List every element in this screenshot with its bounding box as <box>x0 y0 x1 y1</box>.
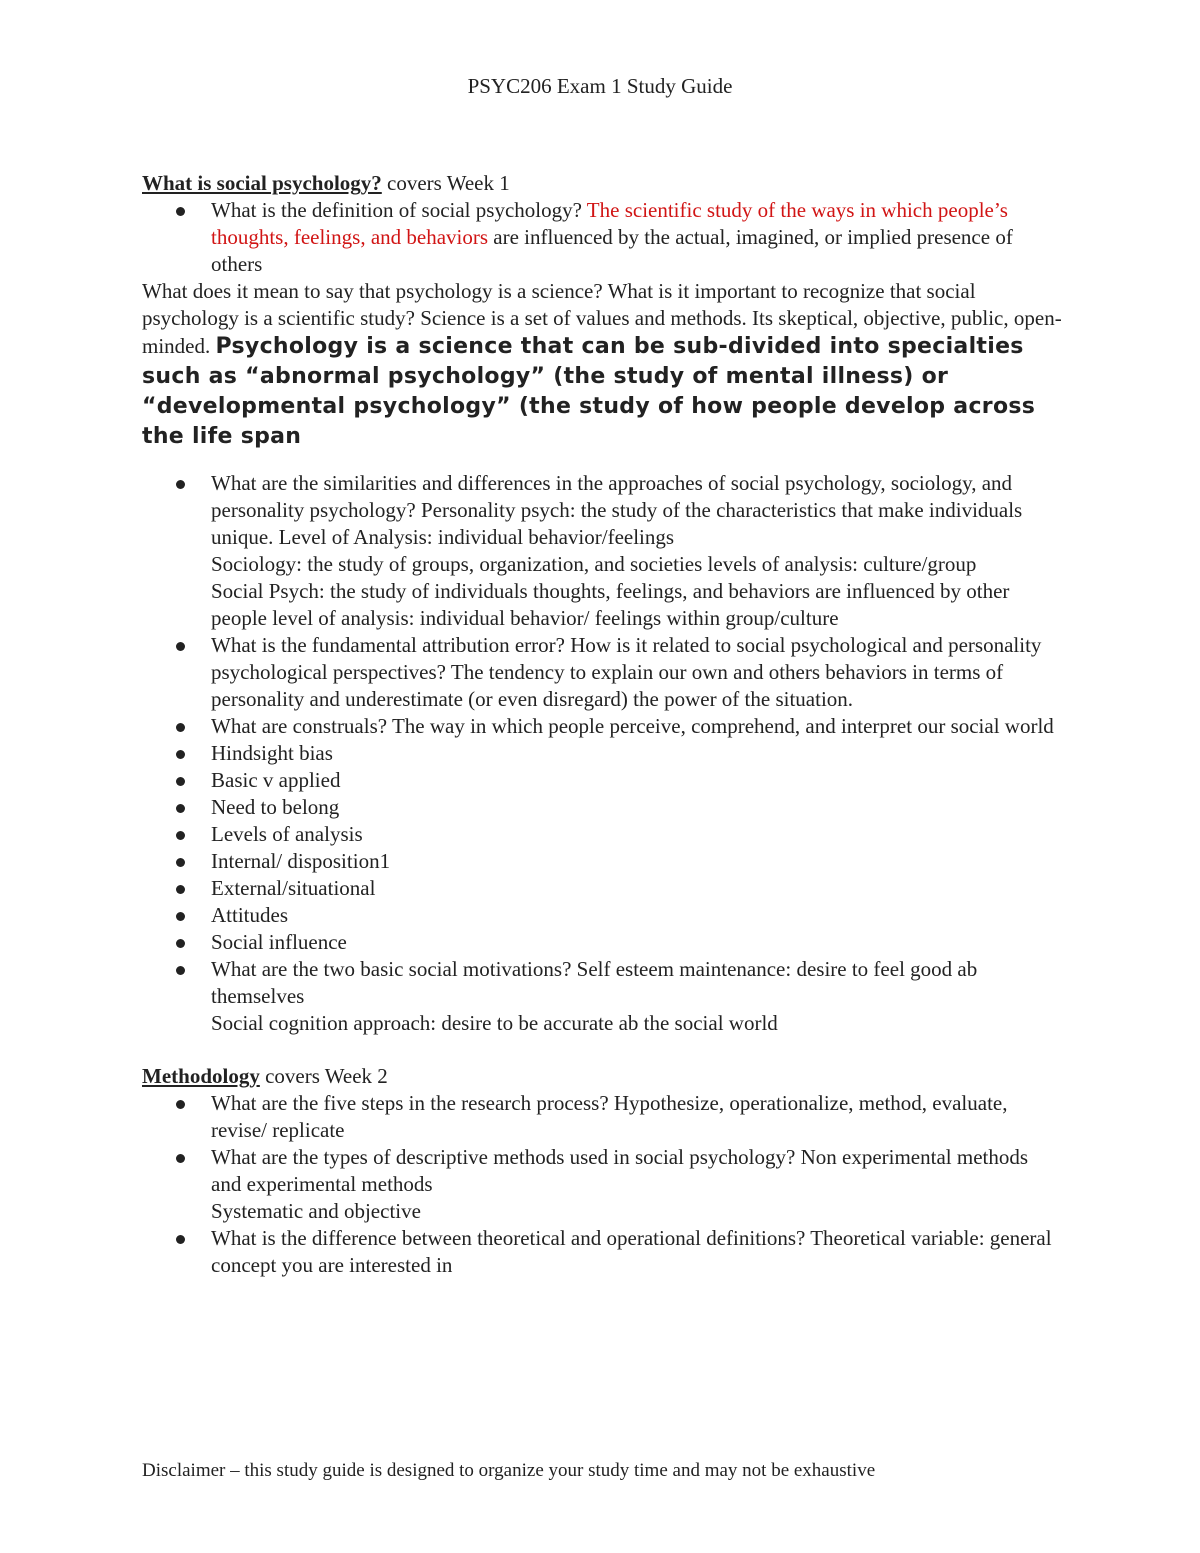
list-item <box>142 794 1062 821</box>
list-item <box>142 197 1062 278</box>
item-subline: Social Psych: the study of individuals thoughts, feelings, and behaviors are influenced by other people level of analysis: individual behavior/ feelings within group/culture <box>211 579 1010 630</box>
section-title: Methodology <box>142 1064 260 1088</box>
list-item <box>142 821 1062 848</box>
item-text: What is the difference between theoretical and operational definitions? Theoretical variable: general concept you are interested in <box>211 1226 1052 1277</box>
header-title: PSYC206 Exam 1 Study Guide <box>467 74 733 98</box>
bullet-icon <box>176 885 185 894</box>
list-item <box>142 875 1062 902</box>
section-covers: covers Week 2 <box>259 1064 388 1088</box>
document-body <box>142 170 1062 1279</box>
item-answer: are influenced by the actual, imagined, or implied presence of others <box>211 225 1013 276</box>
item-text: What are the five steps in the research process? Hypothesize, operationalize, method, evaluate, revise/ replicate <box>211 1091 1008 1142</box>
page-header <box>0 72 1200 100</box>
item-question: What is the definition of social psychology? <box>211 198 587 222</box>
item-text: Attitudes <box>211 903 288 927</box>
section-heading-social-psychology <box>142 170 1062 197</box>
list-item <box>142 713 1062 740</box>
bullet-icon <box>176 480 185 489</box>
list-item <box>142 902 1062 929</box>
bullet-icon <box>176 939 185 948</box>
list-item <box>142 1144 1062 1225</box>
list-item <box>142 1090 1062 1144</box>
bullet-icon <box>176 207 185 216</box>
item-text: What is the fundamental attribution error? How is it related to social psychological and personality psychological perspectives? The tendency to explain our own and others behaviors in terms of personality and underestimate (or even disregard) the power of the situation. <box>211 633 1042 711</box>
item-text: Social influence <box>211 930 347 954</box>
paragraph-science <box>142 278 1062 452</box>
list-item <box>142 767 1062 794</box>
bullet-icon <box>176 912 185 921</box>
item-subline: Systematic and objective <box>211 1199 421 1223</box>
footer-disclaimer: Disclaimer – this study guide is designed to organize your study time and may not be exhaustive <box>142 1460 876 1481</box>
paragraph-text: What does it mean to say that psychology is a science? What is it important to recognize that social psychology is a scientific study? Science is a set of values and methods. Its skeptical, objective, public, open-minded. <box>142 279 1062 358</box>
list-item <box>142 740 1062 767</box>
bullet-icon <box>176 1154 185 1163</box>
page-footer <box>142 1458 875 1484</box>
bullet-list <box>142 1090 1062 1279</box>
section-heading-methodology <box>142 1063 1062 1090</box>
bullet-icon <box>176 831 185 840</box>
section-covers: covers Week 1 <box>381 171 510 195</box>
bullet-icon <box>176 750 185 759</box>
bullet-list <box>142 197 1062 278</box>
item-text: Hindsight bias <box>211 741 333 765</box>
item-text: What are the types of descriptive methods used in social psychology? Non experimental methods and experimental methods <box>211 1145 1029 1196</box>
bullet-icon <box>176 804 185 813</box>
bullet-icon <box>176 642 185 651</box>
item-subline: Sociology: the study of groups, organization, and societies levels of analysis: culture/group <box>211 552 977 576</box>
item-text: Need to belong <box>211 795 340 819</box>
item-text: External/situational <box>211 876 376 900</box>
item-text: Levels of analysis <box>211 822 363 846</box>
bullet-icon <box>176 777 185 786</box>
list-item <box>142 848 1062 875</box>
bullet-icon <box>176 858 185 867</box>
list-item <box>142 632 1062 713</box>
item-text: Basic v applied <box>211 768 341 792</box>
item-text: Internal/ disposition1 <box>211 849 391 873</box>
item-text: What are construals? The way in which people perceive, comprehend, and interpret our social world <box>211 714 1054 738</box>
item-text: What are the similarities and differences in the approaches of social psychology, sociology, and personality psychology? Personality psych: the study of the characteristics that make individuals unique. Level of Analysis: individual behavior/feelings <box>211 471 1023 549</box>
section-title: What is social psychology? <box>142 171 382 195</box>
item-text: What are the two basic social motivations? Self esteem maintenance: desire to feel good ab themselves <box>211 957 978 1008</box>
list-item <box>142 956 1062 1037</box>
bullet-icon <box>176 966 185 975</box>
bullet-icon <box>176 1100 185 1109</box>
bullet-list <box>142 470 1062 1037</box>
bullet-icon <box>176 1235 185 1244</box>
list-item <box>142 470 1062 632</box>
highlighted-answer: The scientific study of the ways in which people’s thoughts, feelings, and behaviors <box>211 198 1008 249</box>
paragraph-bold-text: Psychology is a science that can be sub-divided into specialties such as “abnormal psychology” (the study of mental illness) or “developmental psychology” (the study of how people develop across the life span <box>142 334 1036 449</box>
item-subline: Social cognition approach: desire to be accurate ab the social world <box>211 1011 778 1035</box>
list-item <box>142 1225 1062 1279</box>
list-item <box>142 929 1062 956</box>
bullet-icon <box>176 723 185 732</box>
